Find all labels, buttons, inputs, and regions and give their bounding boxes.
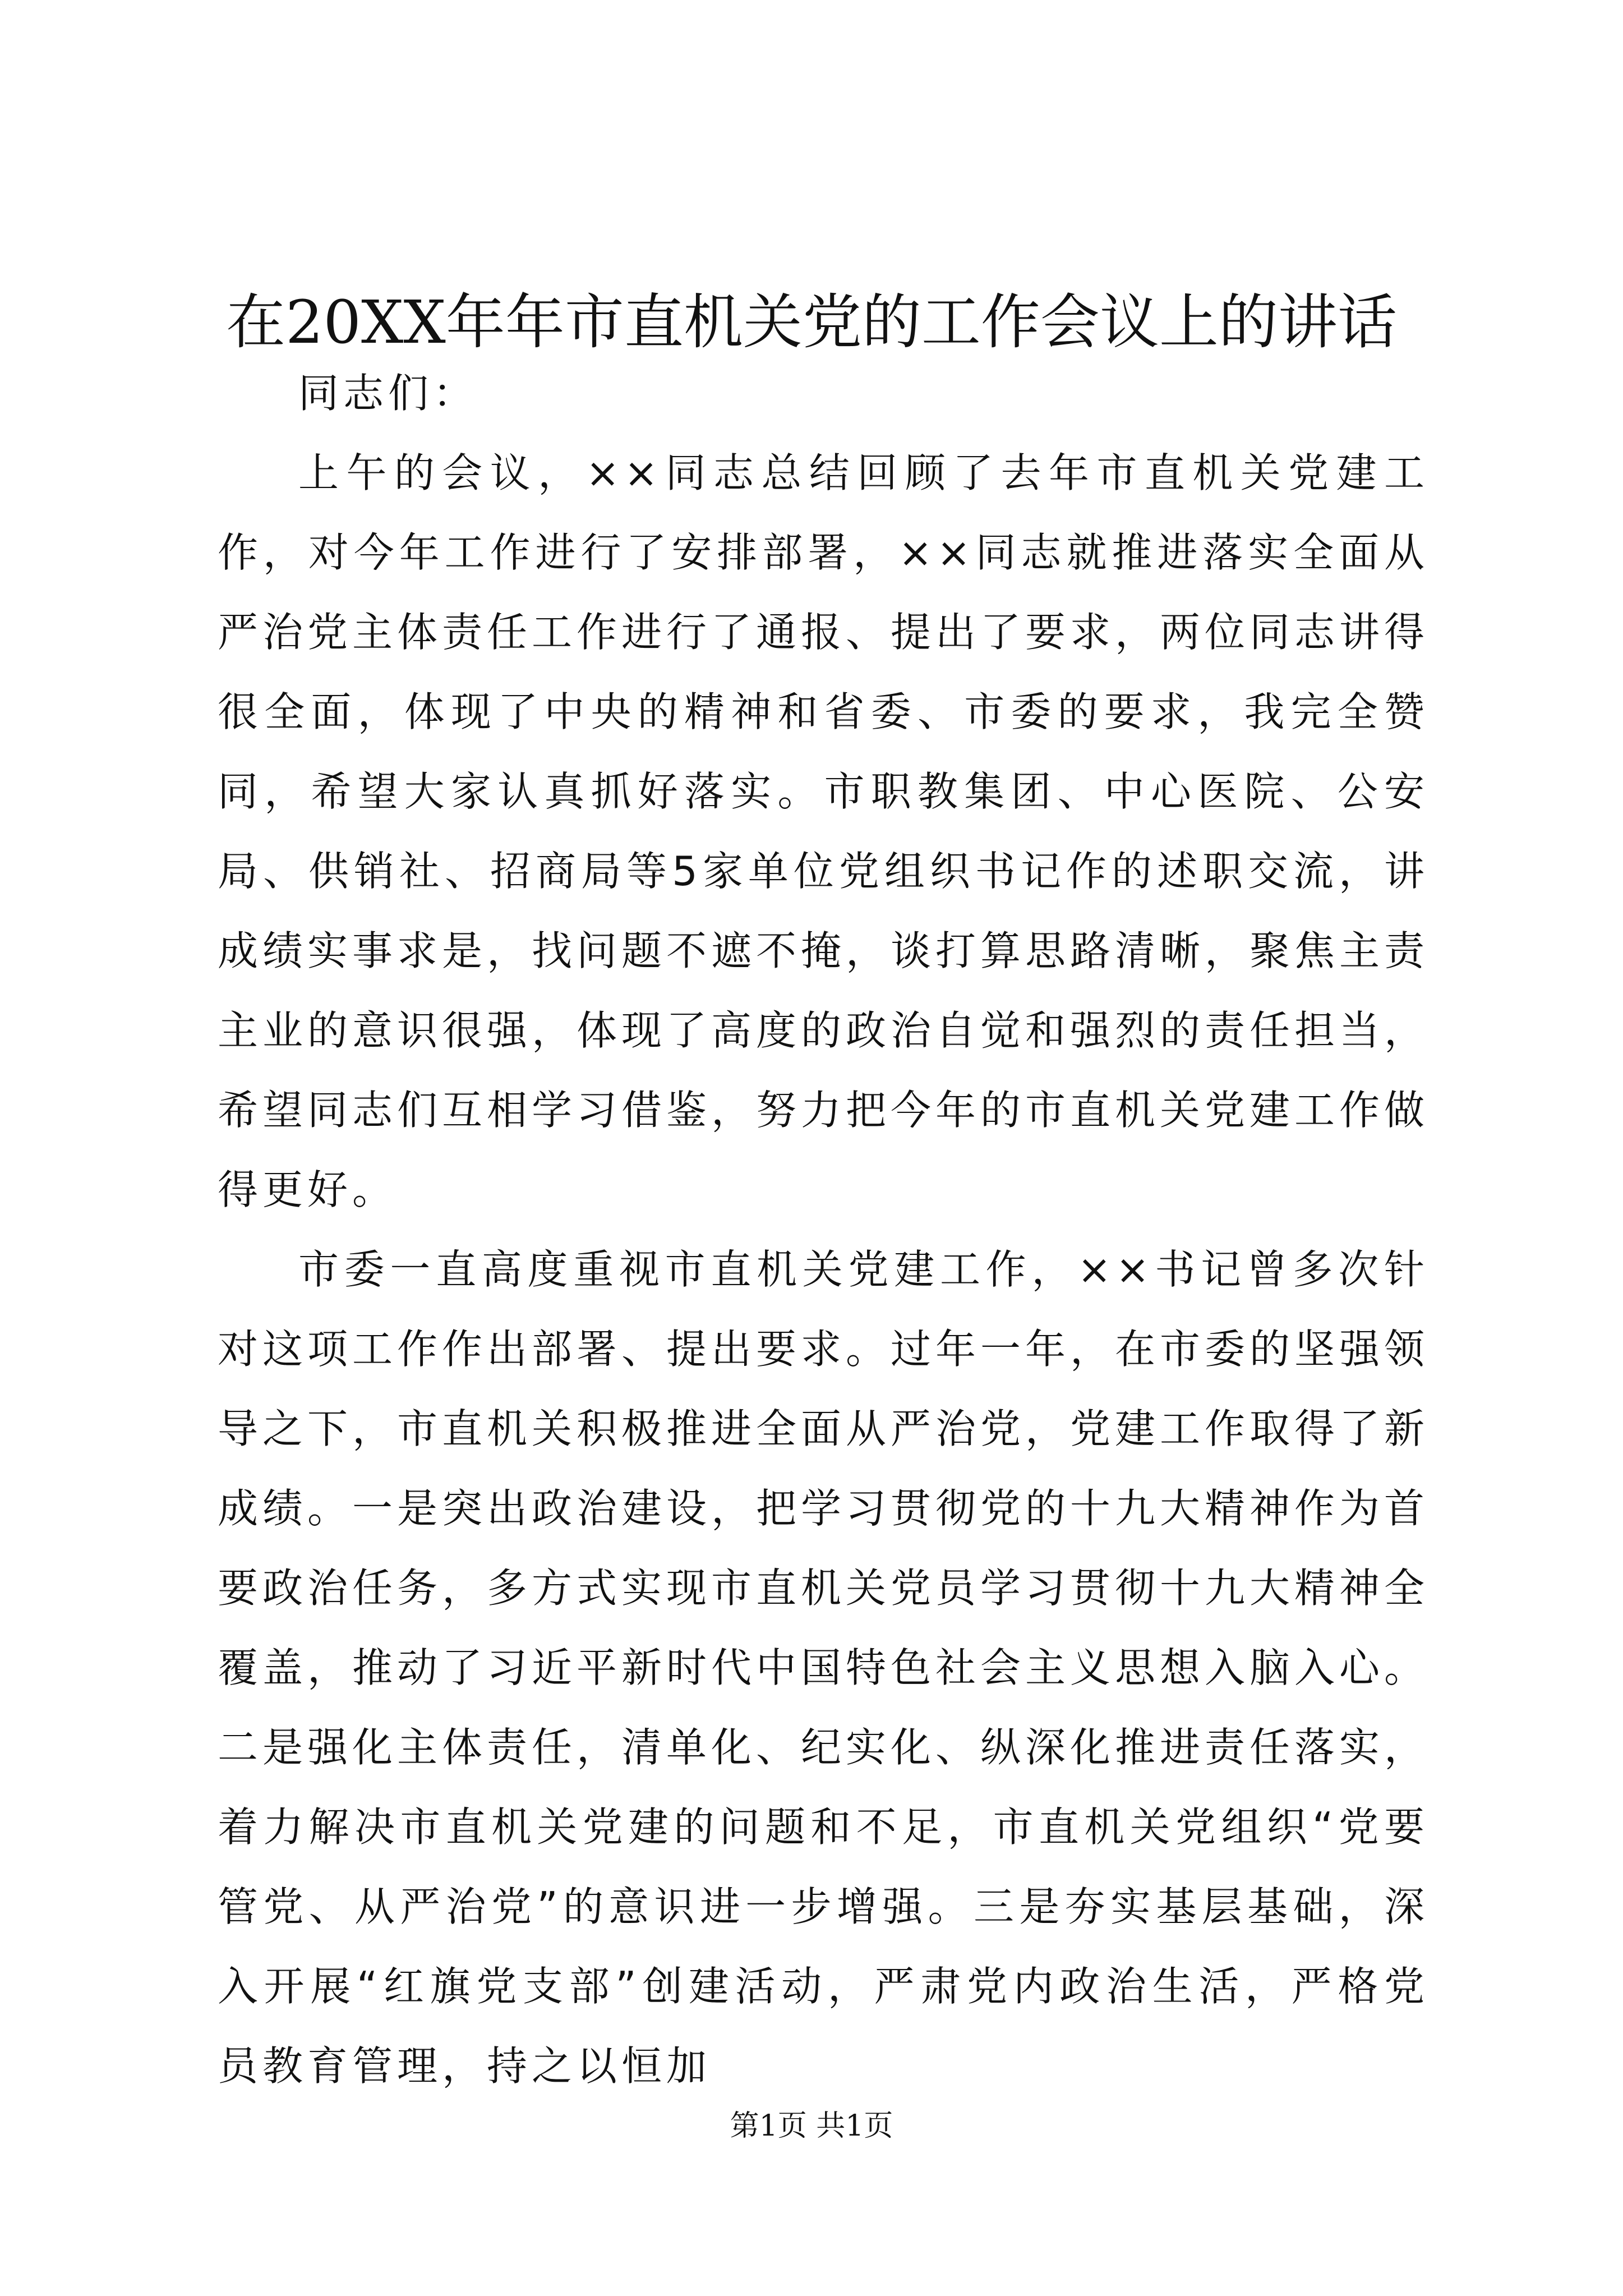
document-body <box>218 353 1429 2106</box>
page-number-footer: 第1页 共1页 <box>730 2109 893 2143</box>
body-paragraph-1: 上午的会议，××同志总结回顾了去年市直机关党建工作，对今年工作进行了安排部署，××同志就推进落实全面从严治党主体责任工作进行了通报、提出了要求，两位同志讲得很全面，体现了中央的精神和省委、市委的要求，我完全赞同，希望大家认真抓好落实。市职教集团、中心医院、公安局、供销社、招商局等5家单位党组织书记作的述职交流，讲成绩实事求是，找问题不遮不掩，谈打算思路清晰，聚焦主责主业的意识很强，体现了高度的政治自觉和强烈的责任担当，希望同志们互相学习借鉴，努力把今年的市直机关党建工作做得更好。 <box>218 449 1430 1213</box>
salutation-paragraph: 同志们： <box>298 370 478 417</box>
document-title: 在20XX年年市直机关党的工作会议上的讲话 <box>226 288 1397 357</box>
body-paragraph-2: 市委一直高度重视市直机关党建工作，××书记曾多次针对这项工作作出部署、提出要求。过年一年，在市委的坚强领导之下，市直机关积极推进全面从严治党，党建工作取得了新成绩。一是突出政治建设，把学习贯彻党的十九大精神作为首要政治任务，多方式实现市直机关党员学习贯彻十九大精神全覆盖，推动了习近平新时代中国特色社会主义思想入脑入心。二是强化主体责任，清单化、纪实化、纵深化推进责任落实，着力解决市直机关党建的问题和不足，市直机关党组织“党要管党、从严治党”的意识进一步增强。三是夯实基层基础，深入开展“红旗党支部”创建活动，严肃党内政治生活，严格党员教育管理，持之以恒加 <box>218 1246 1430 2090</box>
